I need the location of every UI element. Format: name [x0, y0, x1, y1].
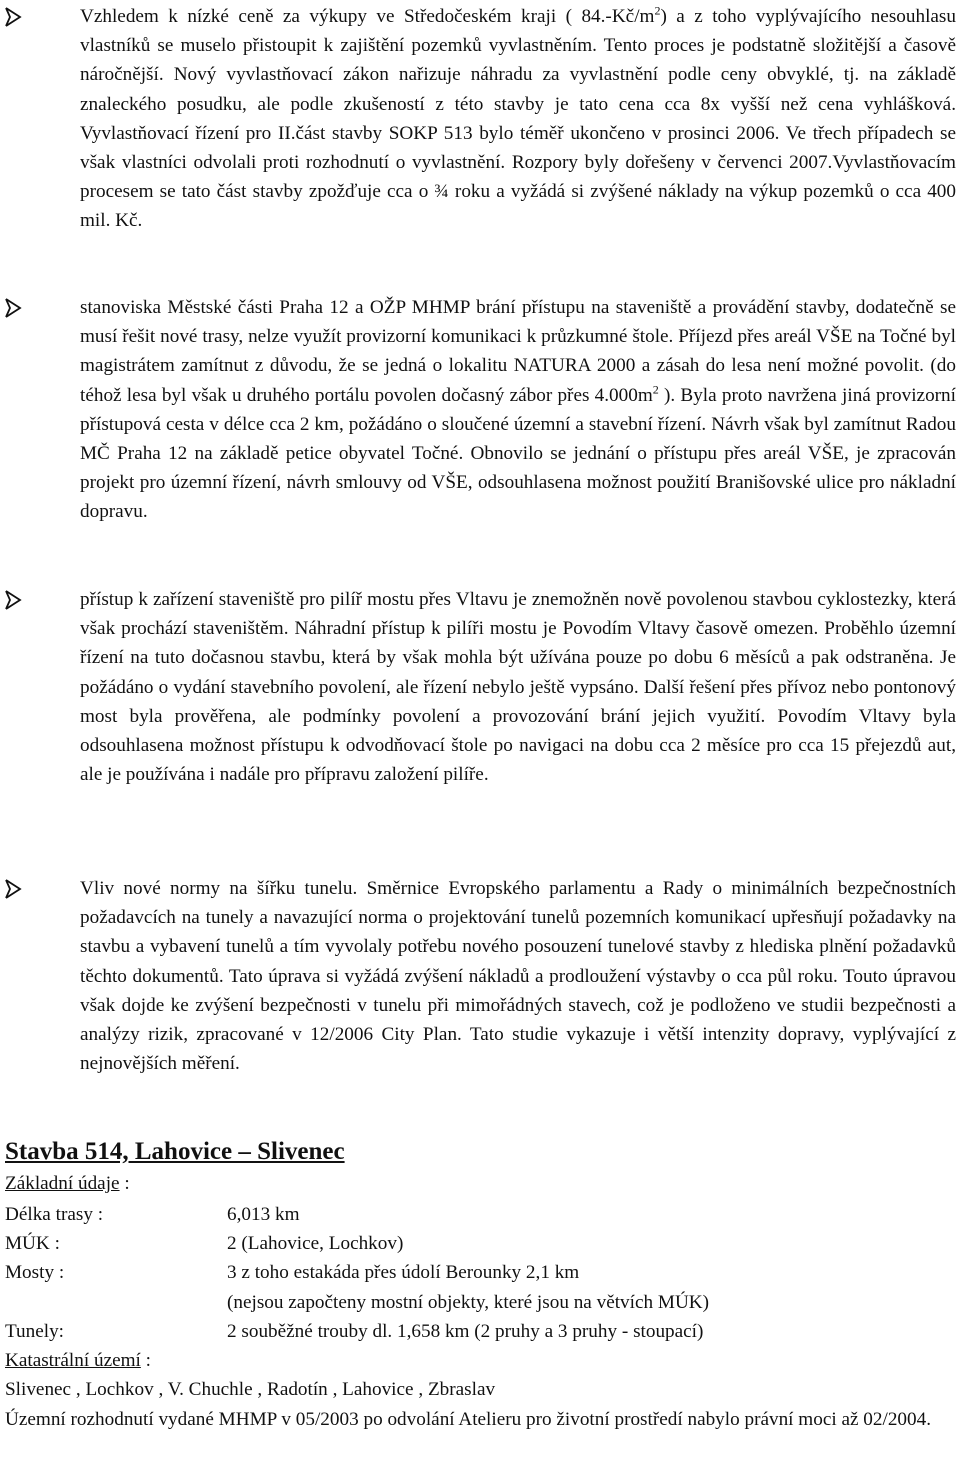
basic-data-label-row: [5, 1169, 130, 1198]
row-label: MÚK :: [5, 1233, 60, 1254]
superscript: 2: [652, 382, 659, 397]
row-label: Tunely:: [5, 1321, 65, 1342]
bullet-text: Vliv nové normy na šířku tunelu. Směrnice Evropského parlamentu a Rady o minimálních bezpečnostních požadavcích na tunely a navazující norma o projektování tunelů pozemních komunikací upřesňují požadavky na stavbu a vybavení tunelů a tím vyvolaly potřebu nového posouzení tunelové stavby z hlediska plnění požadavků těchto dokumentů. Tato úprava si vyžádá zvýšení nákladů a prodloužení výstavby o cca půl roku. Touto úpravou však dojde ke zvýšení bezpečnosti v tunelu při mimořádných stavech, což je podloženo ve studii bezpečnosti a analýzy rizik, zpracované v 12/2006 City Plan. Tato studie vykazuje i větší intenzity dopravy, vyplývající z nejnovějších měření.: [80, 878, 956, 1075]
bullet-text: stanoviska Městské části Praha 12 a OŽP MHMP brání přístupu na staveniště a provádění stavby, dodatečně se musí řešit nové trasy, nelze využít provizorní komunikaci k průzkumné štole. Příjezd přes areál VŠE na Točné byl magistrátem zamítnut z důvodu, že se jedná o lokalitu NATURA 2000 a zásah do lesa není možné povolit. (do téhož lesa byl však u druhého portálu povolen dočasný zábor přes 4.000m: [80, 297, 956, 406]
bullet-text: Vzhledem k nízké ceně za výkupy ve Středočeském kraji ( 84.-Kč/m: [80, 6, 655, 27]
data-row-bridges: [5, 1258, 960, 1287]
data-row-interchanges: [5, 1229, 960, 1258]
row-label: Délka trasy :: [5, 1204, 104, 1225]
arrow-bullet-icon: [4, 6, 22, 28]
bullet-item-bridge-pier-access: [80, 585, 956, 789]
bullet-text: přístup k zařízení staveniště pro pilíř mostu přes Vltavu je znemožněn nově povolenou stavbou cyklostezky, která však prochází staveništěm. Náhradní přístup k pilíři mostu je Povodím Vltavy časově omezen. Proběhlo územní řízení na tuto dočasnou stavbu, která by však mohla být užívána pouze po dobu 6 měsíců a pak odstraněna. Je požádáno o vydání stavebního povolení, ale řízení nebylo ještě vypsáno. Další řešení přes přívoz nebo pontonový most byla prověřena, ale podmínky povolení a provozování brání jejich využití. Povodím Vltavy byla odsouhlasena možnost přístupu k odvodňovací štole po navigaci na dobu cca 2 měsíce pro cca 15 přejezdů aut, ale je používána i nadále pro přípravu založení pilíře.: [80, 589, 956, 786]
section-heading: Stavba 514, Lahovice – Slivenec: [5, 1138, 345, 1165]
bullet-item-site-access: [80, 293, 956, 527]
row-value: 2 (Lahovice, Lochkov): [227, 1233, 404, 1254]
bullet-item-tunnel-norm: [80, 874, 956, 1078]
cadastral-value: Slivenec , Lochkov , V. Chuchle , Radotín , Lahovice , Zbraslav: [5, 1379, 496, 1400]
data-row-tunnels: [5, 1317, 960, 1346]
label-colon: :: [140, 1350, 151, 1371]
label-colon: :: [119, 1173, 130, 1194]
arrow-bullet-icon: [4, 589, 22, 611]
data-row-length: [5, 1200, 960, 1229]
row-value: 3 z toho estakáda přes údolí Berounky 2,1 km: [227, 1262, 580, 1283]
arrow-bullet-icon: [4, 878, 22, 900]
bullet-text: ). Byla proto navržena jiná provizorní přístupová cesta v délce cca 2 km, požádáno o sloučené územní a stavební řízení. Návrh však byl zamítnut Radou MČ Praha 12 na základě petice obyvatel Točné. Obnovilo se jednání o přístupu přes areál VŠE, je zpracován projekt pro územní řízení, návrh smlouvy od VŠE, odsouhlasena možnost použití Branišovské ulice pro nákladní dopravu.: [80, 384, 956, 523]
superscript: 2: [654, 3, 661, 18]
row-value: 2 souběžné trouby dl. 1,658 km (2 pruhy a 3 pruhy - stoupací): [227, 1321, 704, 1342]
bullet-item-expropriation: [80, 2, 956, 236]
zoning-decision-paragraph: Územní rozhodnutí vydané MHMP v 05/2003 po odvolání Atelieru pro životní prostředí nabylo právní moci až 02/2004.: [5, 1409, 931, 1430]
arrow-bullet-icon: [4, 297, 22, 319]
cadastral-label: Katastrální území: [5, 1350, 141, 1371]
row-label: Mosty :: [5, 1262, 65, 1283]
basic-data-label: Základní údaje: [5, 1173, 120, 1194]
cadastral-label-row: [5, 1346, 151, 1375]
bullet-text: ) a z toho vyplývajícího nesouhlasu vlastníků se muselo přistoupit k zajištění pozemků vyvlastněním. Tento proces je podstatně složitější a časově náročnější. Nový vyvlastňovací zákon nařizuje náhradu za vyvlastnění podle ceny obvyklé, tj. na základě znaleckého posudku, ale podle zkušeností z této stavby je tato cena cca 8x vyšší než cena vyhlášková. Vyvlastňovací řízení pro II.část stavby SOKP 513 bylo téměř ukončeno v prosinci 2006. Ve třech případech se však vlastníci odvolali proti rozhodnutí o vyvlastnění. Rozpory byly dořešeny v červenci 2007.Vyvlastňovacím procesem se tato část stavby zpožďuje cca o ¾ roku a vyžádá si zvýšené náklady na výkup pozemků o cca 400 mil. Kč.: [80, 6, 956, 232]
row-value: (nejsou započteny mostní objekty, které jsou na větvích MÚK): [227, 1292, 710, 1313]
row-value: 6,013 km: [227, 1204, 300, 1225]
